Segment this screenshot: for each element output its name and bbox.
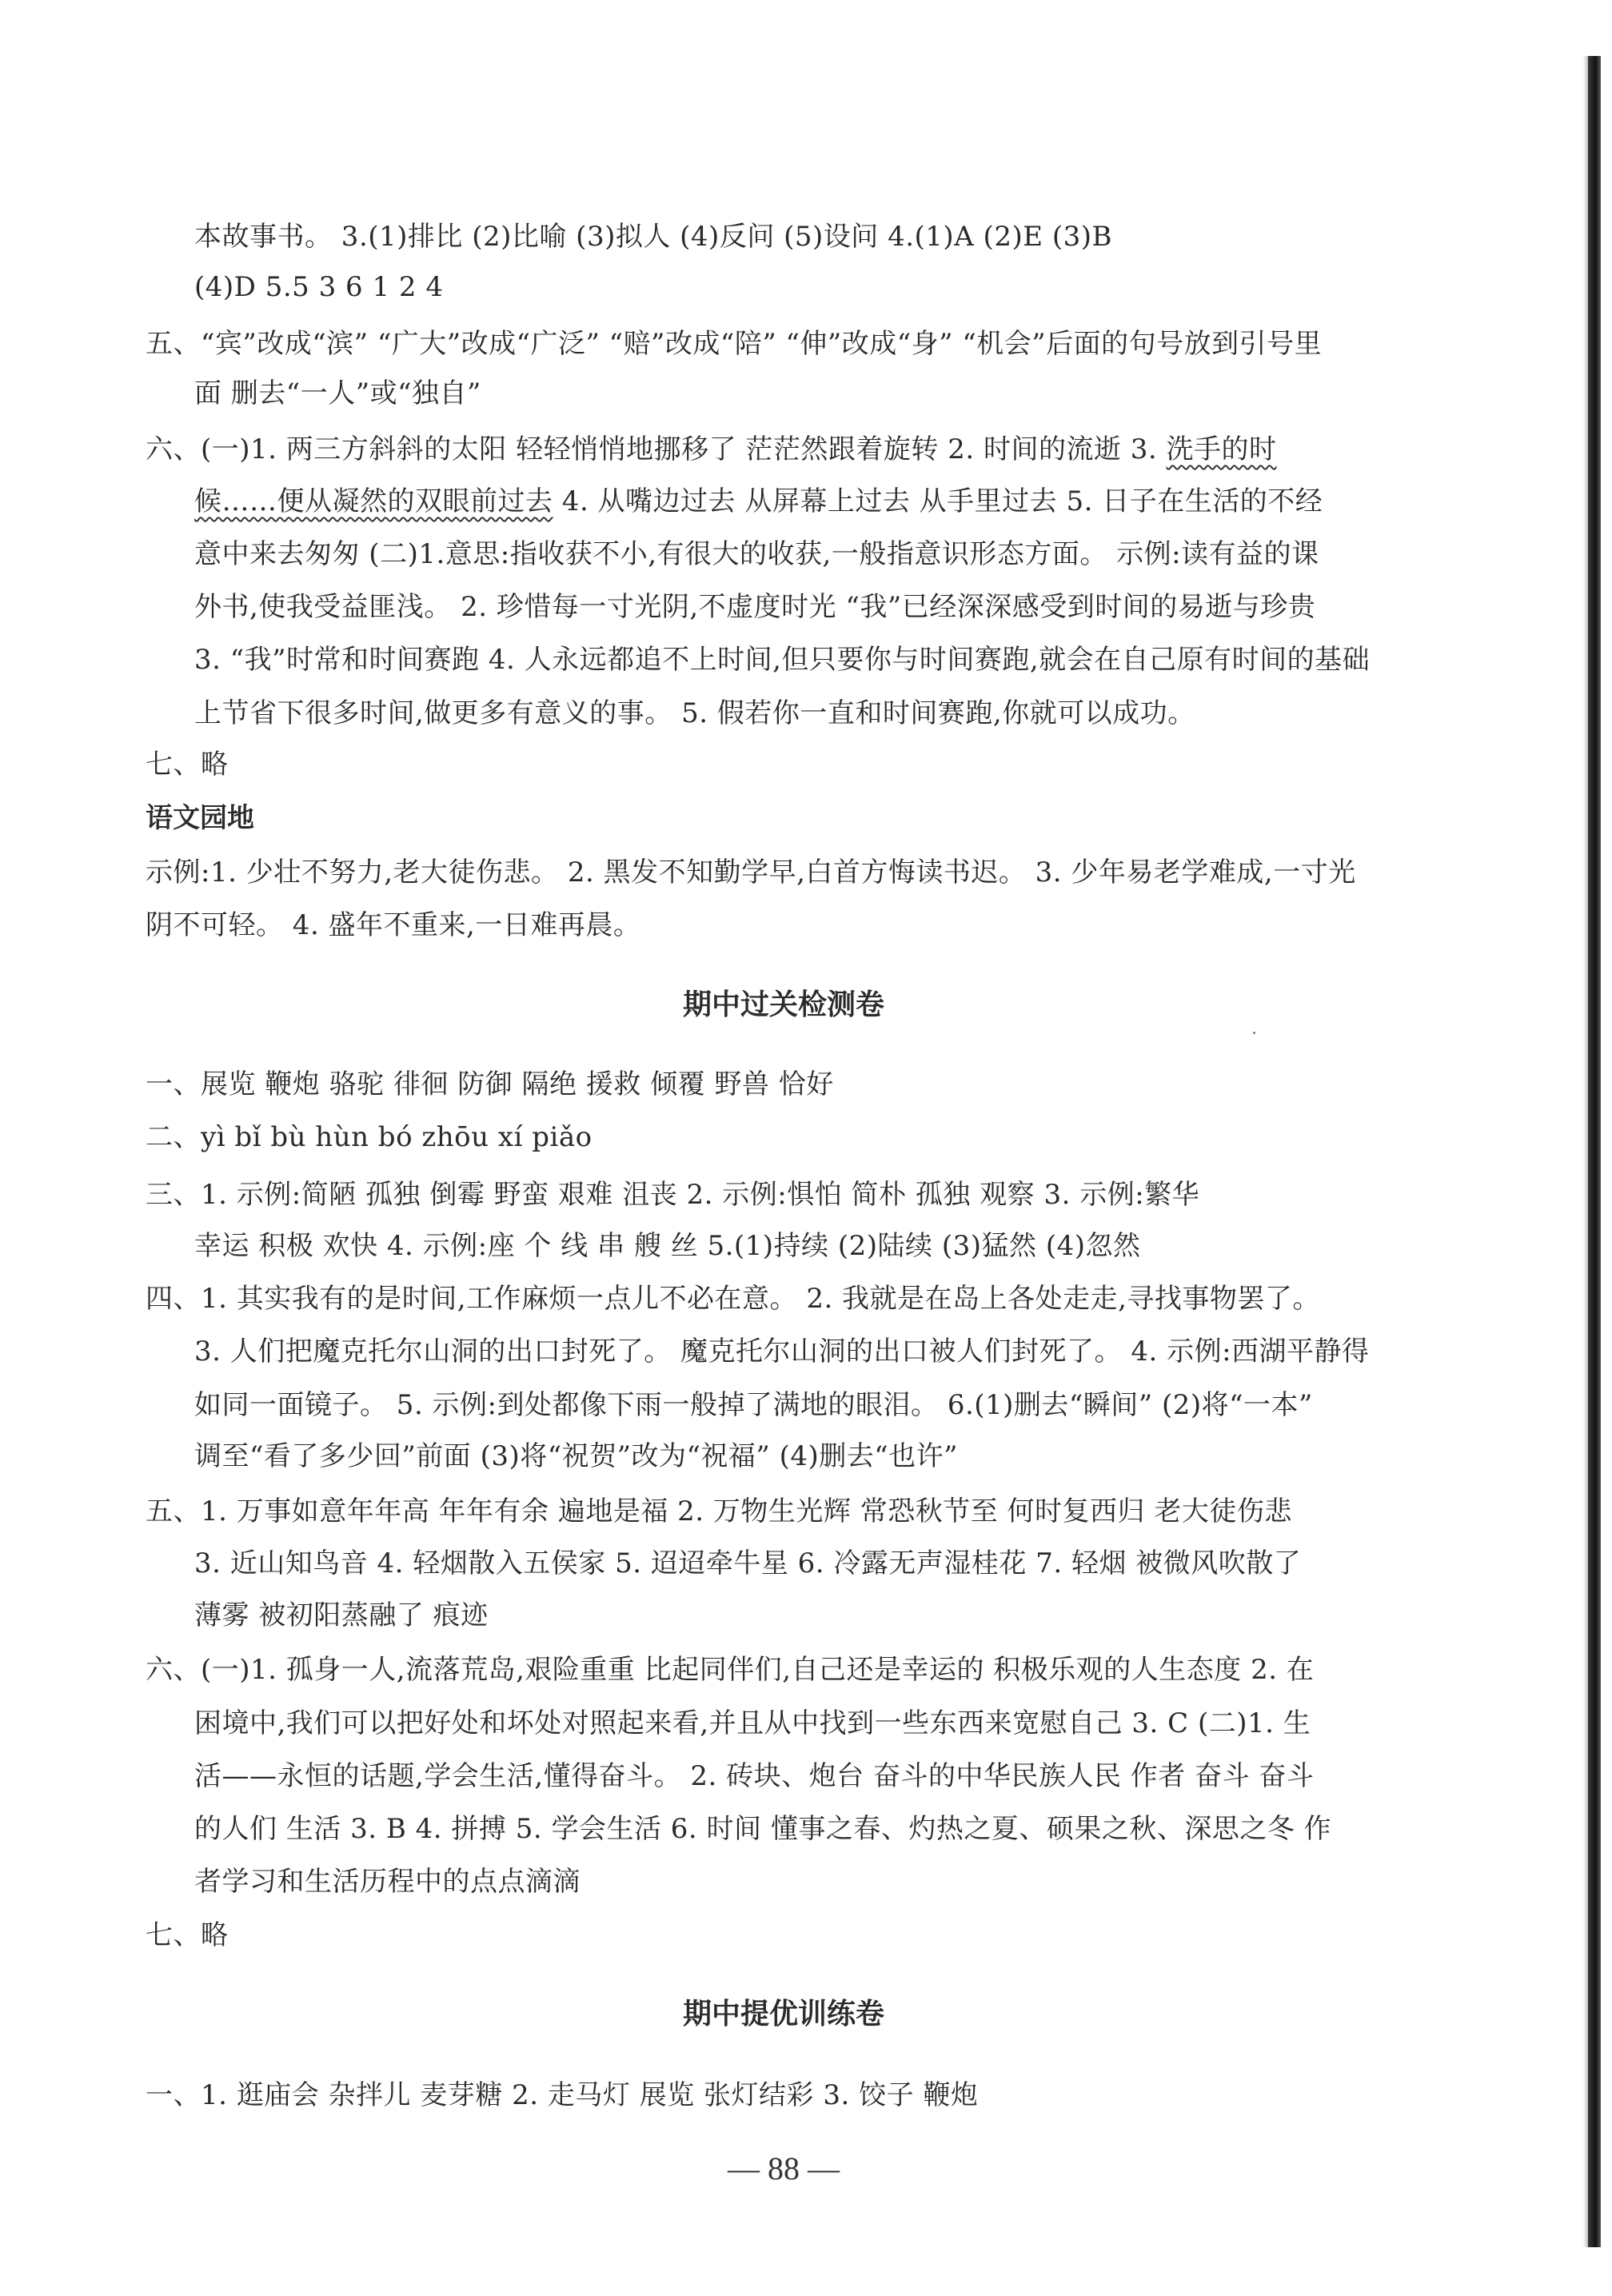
answer-line: 者学习和生活历程中的点点滴滴 xyxy=(194,1866,581,1898)
answer-line: 薄雾 被初阳蒸融了 痕迹 xyxy=(194,1599,489,1631)
answer-line: 3. “我”时常和时间赛跑 4. 人永远都追不上时间,但只要你与时间赛跑,就会在自己原有时间的基础 xyxy=(194,644,1371,676)
answer-line: 二、yì bǐ bù hùn bó zhōu xí piǎo xyxy=(146,1121,593,1153)
answer-line: 七、略 xyxy=(146,749,229,781)
answer-line: 外书,使我受益匪浅。 2. 珍惜每一寸光阴,不虚度时光 “我”已经深深感受到时间的易逝与珍贵 xyxy=(194,591,1316,623)
page-number: — 88 — xyxy=(728,2150,840,2186)
page-binding-shadow xyxy=(1583,56,1588,2247)
answer-line: 四、1. 其实我有的是时间,工作麻烦一点儿不必在意。 2. 我就是在岛上各处走走,寻找事物罢了。 xyxy=(146,1283,1320,1315)
answer-line: 七、略 xyxy=(146,1919,229,1951)
answer-line: 的人们 生活 3. B 4. 拼搏 5. 学会生活 6. 时间 懂事之春、灼热之夏、硕果之秋、深思之冬 作 xyxy=(194,1813,1332,1845)
answer-line: 困境中,我们可以把好处和坏处对照起来看,并且从中找到一些东西来宽慰自己 3. C (二)1. 生 xyxy=(194,1707,1311,1739)
section-title: 期中提优训练卷 xyxy=(682,1998,884,2030)
answer-line: 示例:1. 少壮不努力,老大徒伤悲。 2. 黑发不知勤学早,白首方悔读书迟。 3. 少年易老学难成,一寸光 xyxy=(146,857,1356,888)
answer-text: 4. 从嘴边过去 从屏幕上过去 从手里过去 5. 日子在生活的不经 xyxy=(553,485,1323,517)
print-speck xyxy=(1253,1032,1255,1034)
answer-line: 一、1. 逛庙会 杂拌儿 麦芽糖 2. 走马灯 展览 张灯结彩 3. 饺子 鞭炮 xyxy=(146,2079,979,2111)
answer-line: 调至“看了多少回”前面 (3)将“祝贺”改为“祝福” (4)删去“也许” xyxy=(194,1440,958,1472)
answer-line: 意中来去匆匆 (二)1.意思:指收获不小,有很大的收获,一般指意识形态方面。 示例:读有益的课 xyxy=(194,538,1319,570)
answer-line: 五、“宾”改成“滨” “广大”改成“广泛” “赔”改成“陪” “伸”改成“身” “机会”后面的句号放到引号里 xyxy=(146,328,1323,360)
answer-line: 3. 人们把魔克托尔山洞的出口封死了。 魔克托尔山洞的出口被人们封死了。 4. 示例:西湖平静得 xyxy=(194,1336,1370,1368)
section-title: 期中过关检测卷 xyxy=(682,988,884,1021)
wavy-underlined-text: 洗手的时 xyxy=(1166,433,1277,465)
answer-line: 一、展览 鞭炮 骆驼 徘徊 防御 隔绝 援救 倾覆 野兽 恰好 xyxy=(146,1068,834,1100)
answer-line: 面 删去“一人”或“独自” xyxy=(194,377,481,409)
page-binding-edge xyxy=(1588,56,1601,2247)
answer-line: 如同一面镜子。 5. 示例:到处都像下雨一般掉了满地的眼泪。 6.(1)删去“瞬间” (2)将“一本” xyxy=(194,1389,1313,1421)
answer-line: 活——永恒的话题,学会生活,懂得奋斗。 2. 砖块、炮台 奋斗的中华民族人民 作者 奋斗 奋斗 xyxy=(194,1760,1315,1792)
answer-line: 3. 近山知鸟音 4. 轻烟散入五侯家 5. 迢迢牵牛星 6. 冷露无声湿桂花 7. 轻烟 被微风吹散了 xyxy=(194,1547,1302,1579)
wavy-underlined-text: 候……便从凝然的双眼前过去 xyxy=(194,485,553,517)
answer-line xyxy=(194,485,1323,517)
answer-line: (4)D 5.5 3 6 1 2 4 xyxy=(194,271,444,303)
answer-line: 三、1. 示例:简陋 孤独 倒霉 野蛮 艰难 沮丧 2. 示例:惧怕 简朴 孤独 观察 3. 示例:繁华 xyxy=(146,1179,1200,1211)
answer-line: 六、(一)1. 孤身一人,流落荒岛,艰险重重 比起同伴们,自己还是幸运的 积极乐观的人生态度 2. 在 xyxy=(146,1654,1315,1686)
answer-line: 幸运 积极 欢快 4. 示例:座 个 线 串 艘 丝 5.(1)持续 (2)陆续 (3)猛然 (4)忽然 xyxy=(194,1230,1141,1262)
answer-line xyxy=(146,433,1277,465)
answer-line: 上节省下很多时间,做更多有意义的事。 5. 假若你一直和时间赛跑,你就可以成功。 xyxy=(194,697,1195,729)
answer-line: 本故事书。 3.(1)排比 (2)比喻 (3)拟人 (4)反问 (5)设问 4.(1)A (2)E (3)B xyxy=(194,221,1112,253)
answer-line: 阴不可轻。 4. 盛年不重来,一日难再晨。 xyxy=(146,909,641,941)
answer-line: 五、1. 万事如意年年高 年年有余 遍地是福 2. 万物生光辉 常恐秋节至 何时复西归 老大徒伤悲 xyxy=(146,1495,1292,1527)
answer-text: 六、(一)1. 两三方斜斜的太阳 轻轻悄悄地挪移了 茫茫然跟着旋转 2. 时间的流逝 3. xyxy=(146,433,1167,465)
section-heading: 语文园地 xyxy=(146,802,254,834)
